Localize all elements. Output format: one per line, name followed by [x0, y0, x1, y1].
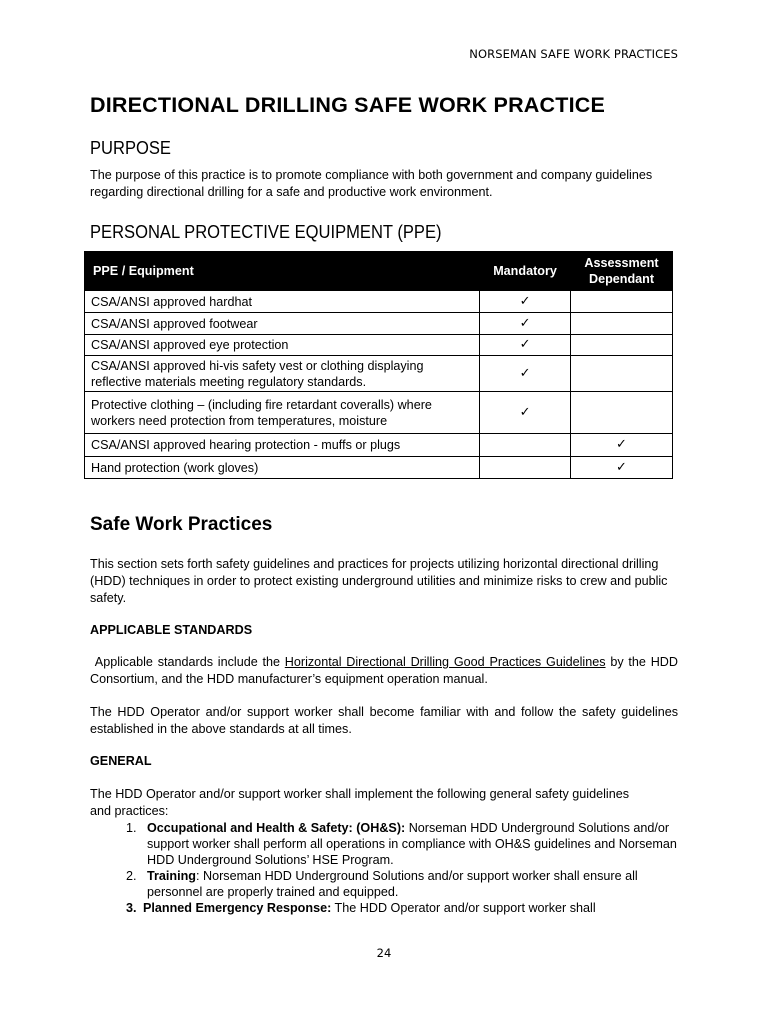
assessment-check [571, 291, 673, 313]
list-item [90, 868, 680, 900]
ppe-item: CSA/ANSI approved hi-vis safety vest or clothing displaying reflective materials meeting regulatory standards. [85, 356, 480, 392]
ppe-item: CSA/ANSI approved eye protection [85, 335, 480, 356]
applicable-standards-text [90, 654, 678, 688]
list-item-text: : Norseman HDD Underground Solutions and/or support worker shall ensure all personnel are properly trained and equipped. [147, 869, 638, 899]
ppe-column-header: PPE / Equipment [85, 252, 480, 291]
ppe-heading: PERSONAL PROTECTIVE EQUIPMENT (PPE) [90, 222, 442, 242]
standards-text-before: Applicable standards include the [94, 655, 285, 669]
ppe-table-header-row [85, 252, 673, 291]
ppe-item: CSA/ANSI approved footwear [85, 313, 480, 335]
running-header: NORSEMAN SAFE WORK PRACTICES [469, 47, 678, 61]
safe-work-heading: Safe Work Practices [90, 514, 273, 535]
hdd-guidelines-link[interactable]: Horizontal Directional Drilling Good Practices Guidelines [284, 655, 606, 669]
applicable-standards-heading: APPLICABLE STANDARDS [90, 623, 253, 637]
list-item-text: Norseman HDD Underground Solutions and/or support worker shall perform all operations in compliance with OH&S guidelines and Norseman HDD Underground Solutions’ HSE Program. [147, 821, 677, 867]
mandatory-check: ✓ [480, 356, 571, 392]
mandatory-column-header: Mandatory [480, 252, 571, 291]
assessment-column-header: Assessment Dependant [571, 252, 673, 291]
list-number: 2. [126, 869, 137, 883]
list-item [90, 900, 680, 916]
table-row [85, 392, 673, 434]
list-number: 1. [126, 821, 137, 835]
assessment-check: ✓ [571, 434, 673, 457]
list-item-label: Planned Emergency Response: [143, 901, 332, 915]
mandatory-check: ✓ [480, 392, 571, 434]
assessment-check [571, 392, 673, 434]
list-item [90, 820, 680, 868]
general-intro: The HDD Operator and/or support worker shall implement the following general safety guidelines and practices: [90, 787, 630, 818]
mandatory-check: ✓ [480, 291, 571, 313]
table-row [85, 434, 673, 457]
safe-work-intro: This section sets forth safety guidelines and practices for projects utilizing horizontal directional drilling (HDD) techniques in order to protect existing underground utilities and minimize risks to crew and public safety. [90, 557, 668, 605]
standards-follow-up: The HDD Operator and/or support worker shall become familiar with and follow the safety guidelines established in the above standards at all times. [90, 705, 678, 736]
standards-text-after: by the HDD Consortium, and the HDD manufacturer’s equipment operation manual. [90, 655, 678, 686]
mandatory-check: ✓ [480, 335, 571, 356]
ppe-item: Hand protection (work gloves) [85, 457, 480, 479]
table-row [85, 291, 673, 313]
purpose-heading: PURPOSE [90, 138, 171, 158]
ppe-item: CSA/ANSI approved hearing protection - muffs or plugs [85, 434, 480, 457]
ppe-item: CSA/ANSI approved hardhat [85, 291, 480, 313]
general-guidelines-list [90, 820, 680, 916]
list-item-label: Training [147, 869, 196, 883]
assessment-check [571, 313, 673, 335]
assessment-check [571, 356, 673, 392]
general-heading: GENERAL [90, 754, 152, 768]
list-item-label: Occupational and Health & Safety: (OH&S): [147, 821, 406, 835]
document-title: DIRECTIONAL DRILLING SAFE WORK PRACTICE [90, 93, 606, 117]
table-row [85, 356, 673, 392]
list-number: 3. [126, 901, 137, 915]
assessment-check: ✓ [571, 457, 673, 479]
purpose-text: The purpose of this practice is to promote compliance with both government and company guidelines regarding directional drilling for a safe and productive work environment. [90, 168, 653, 199]
list-item-text: The HDD Operator and/or support worker shall [331, 901, 596, 915]
mandatory-check [480, 457, 571, 479]
mandatory-check: ✓ [480, 313, 571, 335]
assessment-check [571, 335, 673, 356]
ppe-table [84, 251, 673, 479]
mandatory-check [480, 434, 571, 457]
ppe-item: Protective clothing – (including fire retardant coveralls) where workers need protection from temperatures, moisture [85, 392, 480, 434]
table-row [85, 457, 673, 479]
table-row [85, 313, 673, 335]
page-number: 24 [376, 946, 392, 960]
table-row [85, 335, 673, 356]
